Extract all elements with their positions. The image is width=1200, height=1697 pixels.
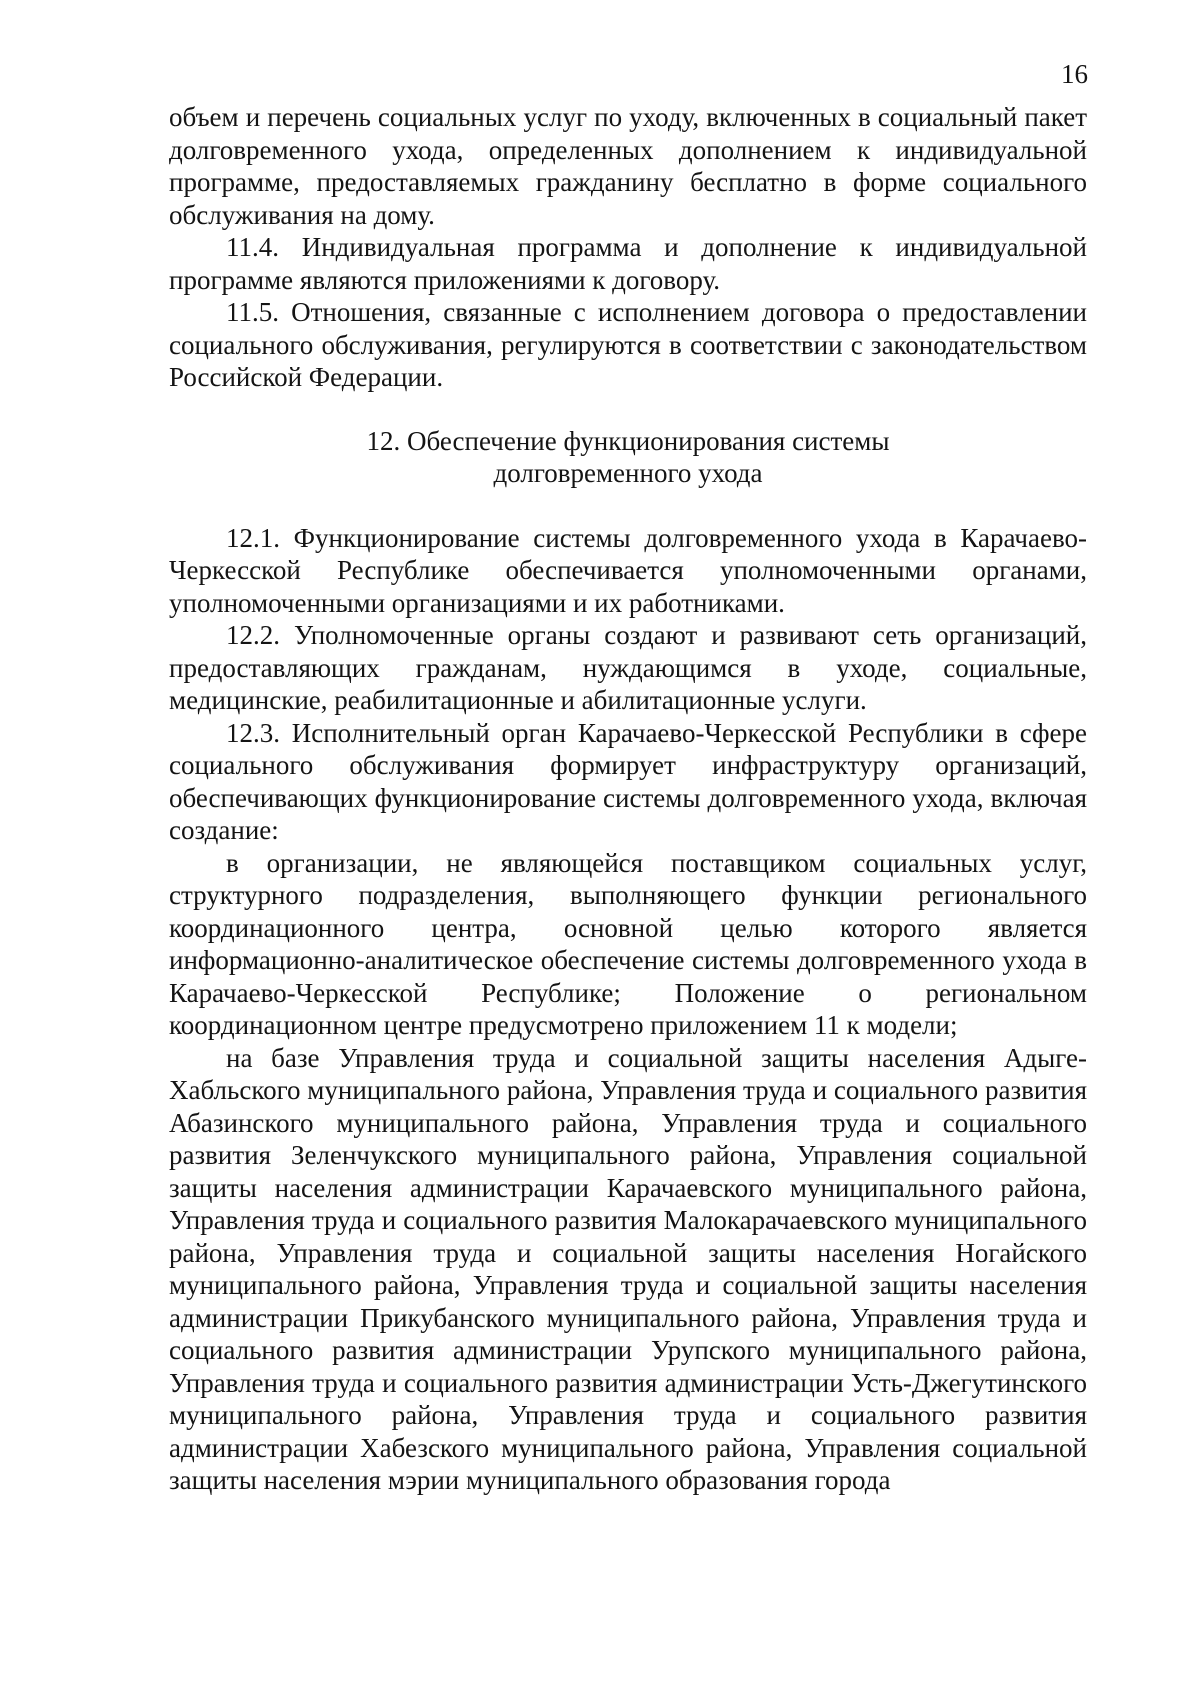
paragraph-12-1: 12.1. Функционирование системы долговременного ухода в Карачаево-Черкесской Республике обеспечивается уполномоченными органами, уполномоченными организациями и их работниками.	[169, 522, 1087, 618]
page-number: 16	[1061, 59, 1088, 89]
section-heading-12	[169, 425, 1087, 490]
paragraph-12-3: 12.3. Исполнительный орган Карачаево-Черкесской Республики в сфере социального обслуживания формирует инфраструктуру организаций, обеспечивающих функционирование системы долговременного ухода, включая создание:	[169, 717, 1087, 845]
section-heading-line-2: долговременного ухода	[493, 458, 763, 488]
paragraph-12-3-item-departments: на базе Управления труда и социальной защиты населения Адыге-Хабльского муниципального района, Управления труда и социального развития Абазинского муниципального района, Управления труда и социального развития Зеленчукского муниципального района, Управления социальной защиты населения администрации Карачаевского муниципального района, Управления труда и социального развития Малокарачаевского муниципального района, Управления труда и социальной защиты населения Ногайского муниципального района, Управления труда и социальной защиты населения администрации Прикубанского муниципального района, Управления труда и социального развития администрации Урупского муниципального района, Управления труда и социального развития администрации Усть-Джегутинского муниципального района, Управления труда и социального развития администрации Хабезского муниципального района, Управления социальной защиты населения мэрии муниципального образования города	[169, 1042, 1087, 1495]
paragraph-intro: объем и перечень социальных услуг по уходу, включенных в социальный пакет долговременного ухода, определенных дополнением к индивидуальной программе, предоставляемых гражданину бесплатно в форме социального обслуживания на дому.	[169, 102, 1087, 230]
paragraph-12-2: 12.2. Уполномоченные органы создают и развивают сеть организаций, предоставляющих гражданам, нуждающимся в уходе, социальные, медицинские, реабилитационные и абилитационные услуги.	[169, 620, 1087, 715]
paragraph-11-5: 11.5. Отношения, связанные с исполнением договора о предоставлении социального обслуживания, регулируются в соответствии с законодательством Российской Федерации.	[169, 297, 1087, 392]
section-heading-line-1: 12. Обеспечение функционирования системы	[366, 425, 890, 456]
paragraph-11-4: 11.4. Индивидуальная программа и дополнение к индивидуальной программе являются приложениями к договору.	[169, 232, 1087, 295]
document-body	[169, 101, 1087, 1497]
paragraph-12-3-item-coordination-center: в организации, не являющейся поставщиком социальных услуг, структурного подразделения, выполняющего функции регионального координационного центра, основной целью которого является информационно-аналитическое обеспечение системы долговременного ухода в Карачаево-Черкесской Республике; Положение о региональном координационном центре предусмотрено приложением 11 к модели;	[169, 847, 1087, 1040]
